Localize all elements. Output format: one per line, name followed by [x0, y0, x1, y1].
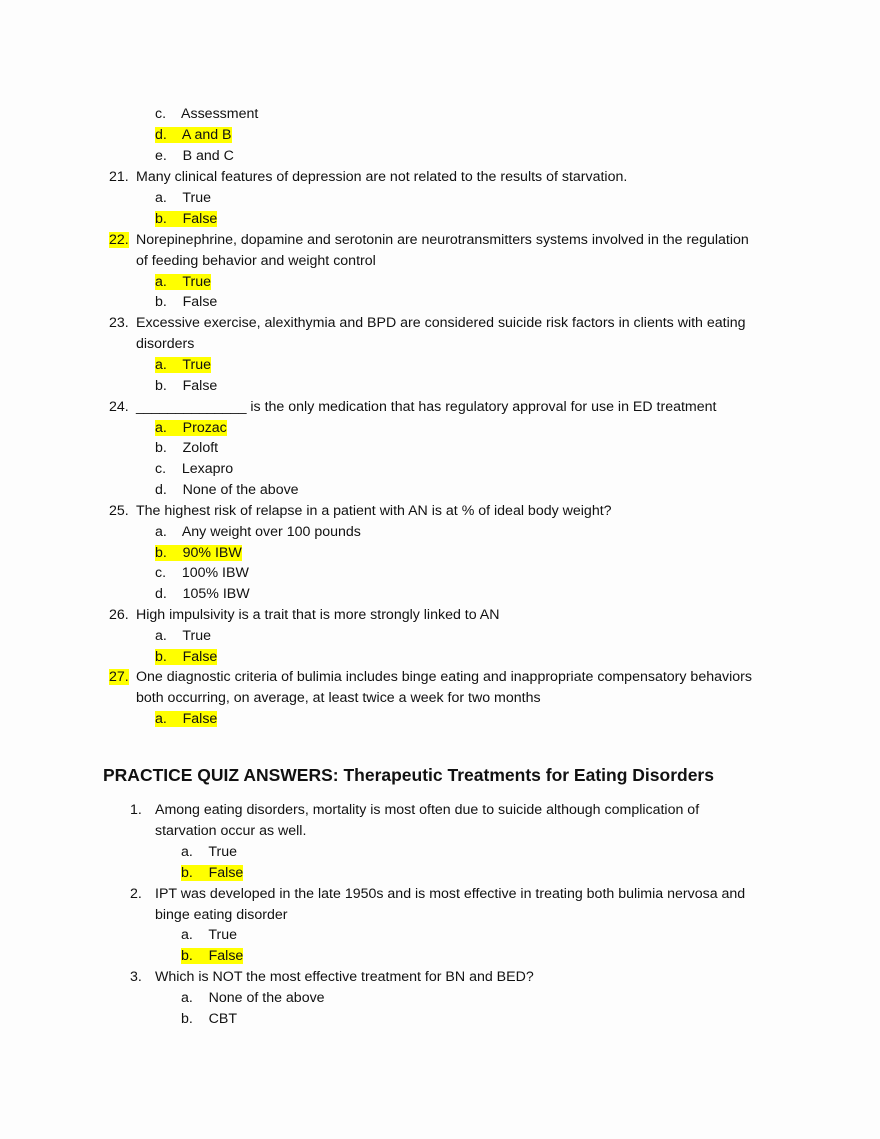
- option-b-p2q1: b. False: [181, 865, 244, 881]
- option-a-q21: a. True: [155, 190, 212, 206]
- question-number-3: 3.: [130, 969, 142, 985]
- option-a-q26: a. True: [155, 628, 212, 644]
- question-number-24: 24.: [109, 399, 129, 415]
- question-24-text: ______________ is the only medication that has regulatory approval for use in ED treatment: [136, 399, 717, 415]
- question-2-text-line2: binge eating disorder: [155, 907, 288, 923]
- option-a-q22: a. True: [155, 274, 212, 290]
- question-number-26: 26.: [109, 607, 129, 623]
- option-d-q25: d. 105% IBW: [155, 586, 250, 602]
- question-21-text: Many clinical features of depression are not related to the results of starvation.: [136, 169, 628, 185]
- question-25-text: The highest risk of relapse in a patient with AN is at % of ideal body weight?: [136, 503, 612, 519]
- option-a-p2q1: a. True: [181, 844, 238, 860]
- option-d-q24: d. None of the above: [155, 482, 299, 498]
- option-b-q21: b. False: [155, 211, 218, 227]
- option-e-q20: e. B and C: [155, 148, 234, 164]
- option-a-p2q2: a. True: [181, 927, 238, 943]
- option-a-q23: a. True: [155, 357, 212, 373]
- question-22-text-line2: of feeding behavior and weight control: [136, 253, 376, 269]
- question-2-text-line1: IPT was developed in the late 1950s and is most effective in treating both bulimia nervosa and: [155, 886, 746, 902]
- question-3-text: Which is NOT the most effective treatment for BN and BED?: [155, 969, 534, 985]
- section-heading: PRACTICE QUIZ ANSWERS: Therapeutic Treatments for Eating Disorders: [103, 765, 714, 785]
- question-22-text-line1: Norepinephrine, dopamine and serotonin are neurotransmitters systems involved in the regulation: [136, 232, 749, 248]
- question-27-text-line1: One diagnostic criteria of bulimia includes binge eating and inappropriate compensatory behaviors: [136, 669, 752, 685]
- option-b-q24: b. Zoloft: [155, 440, 219, 456]
- option-a-q24: a. Prozac: [155, 420, 227, 436]
- option-a-p2q3: a. None of the above: [181, 990, 325, 1006]
- question-number-21: 21.: [109, 169, 129, 185]
- option-c-q20: c. Assessment: [155, 106, 259, 122]
- question-26-text: High impulsivity is a trait that is more strongly linked to AN: [136, 607, 500, 623]
- option-b-q23: b. False: [155, 378, 218, 394]
- question-number-23: 23.: [109, 315, 129, 331]
- option-b-q25: b. 90% IBW: [155, 545, 242, 561]
- option-c-q25: c. 100% IBW: [155, 565, 249, 581]
- option-b-q22: b. False: [155, 294, 218, 310]
- question-number-2: 2.: [130, 886, 142, 902]
- question-23-text-line2: disorders: [136, 336, 195, 352]
- question-1-text-line1: Among eating disorders, mortality is most often due to suicide although complication of: [155, 802, 700, 818]
- option-b-q26: b. False: [155, 649, 218, 665]
- question-number-22: 22.: [109, 232, 129, 248]
- question-23-text-line1: Excessive exercise, alexithymia and BPD are considered suicide risk factors in clients with eating: [136, 315, 746, 331]
- question-number-1: 1.: [130, 802, 142, 818]
- question-27-text-line2: both occurring, on average, at least twice a week for two months: [136, 690, 541, 706]
- option-b-p2q2: b. False: [181, 948, 244, 964]
- option-a-q27: a. False: [155, 711, 218, 727]
- option-a-q25: a. Any weight over 100 pounds: [155, 524, 361, 540]
- question-1-text-line2: starvation occur as well.: [155, 823, 307, 839]
- option-d-q20: d. A and B: [155, 127, 232, 143]
- option-b-p2q3: b. CBT: [181, 1011, 237, 1027]
- question-number-25: 25.: [109, 503, 129, 519]
- question-number-27: 27.: [109, 669, 129, 685]
- option-c-q24: c. Lexapro: [155, 461, 234, 477]
